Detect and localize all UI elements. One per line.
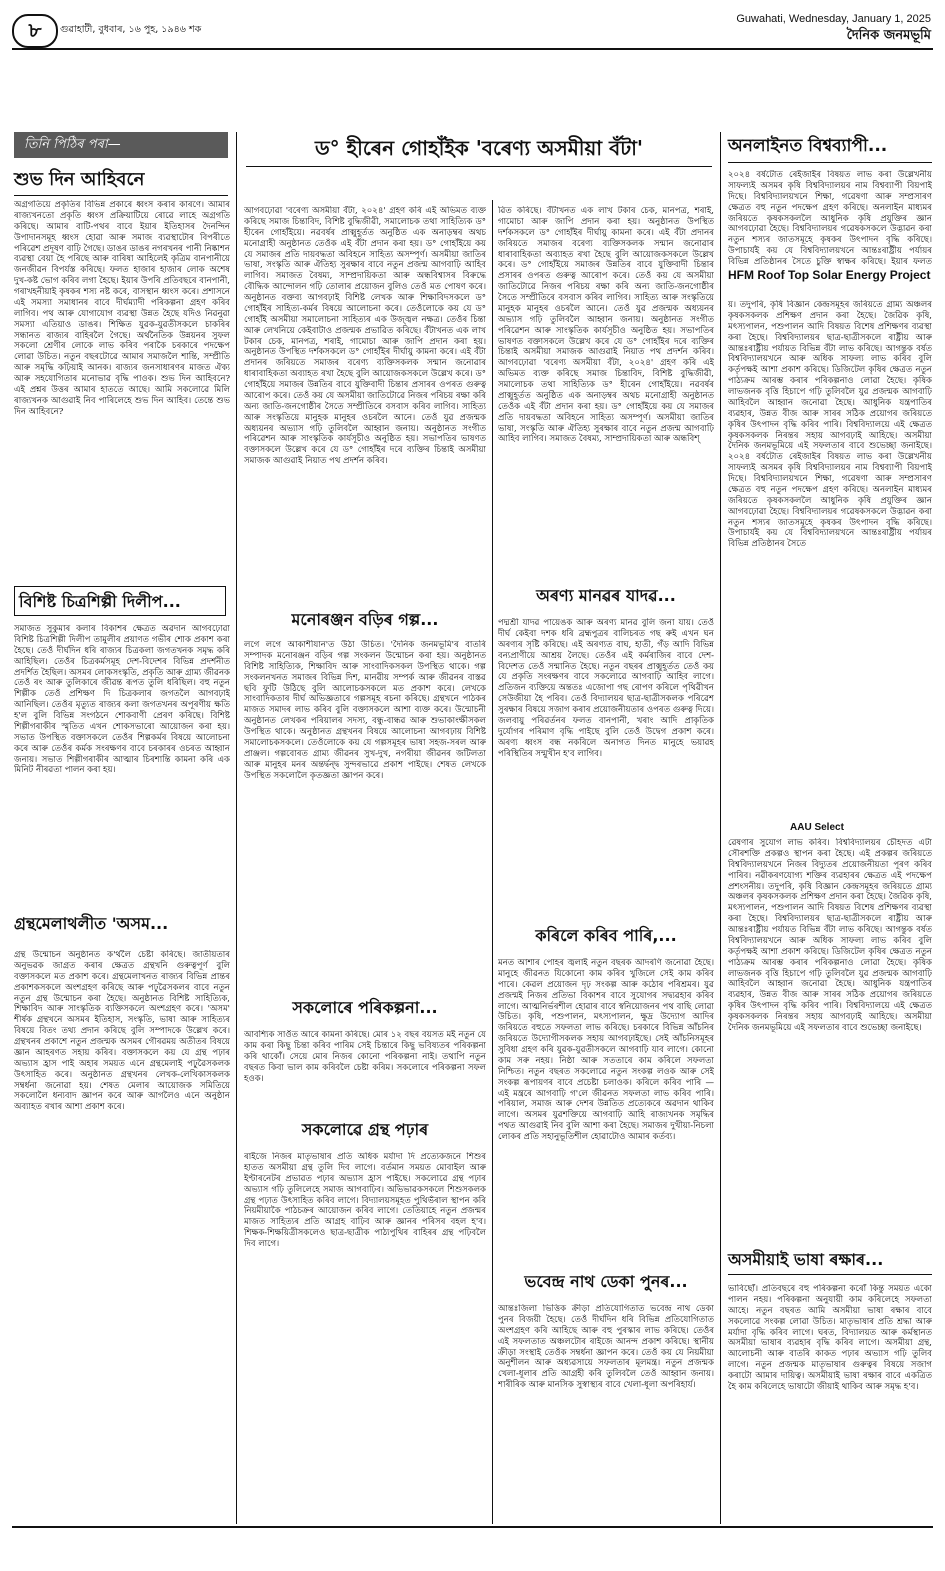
dateline-left: গুৱাহাটী, বুধবাৰ, ১৬ পুহ, ১৯৪৬ শক — [60, 24, 202, 35]
article-asamiyai: ভাবিছোঁ। প্ৰতিবছৰে বহু পৰিকল্পনা কৰোঁ কিন্তু সময়ত একো পালন নহয়। পৰিকল্পনা অনুযায়ী কাম কৰিলেহে সফলতা আহে। নতুন বছৰত আমি অসমীয়া ভাষা ৰক্ষাৰ বাবে সকলোৱে সংকল্প লোৱা উচিত। মাতৃভাষাৰ প্ৰতি শ্ৰদ্ধা আৰু মৰ্যাদা বৃদ্ধি কৰিব লাগে। ঘৰত, বিদ্যালয়ত আৰু কৰ্মস্থানত অসমীয়া ভাষাৰ ব্যৱহাৰ বৃদ্ধি কৰিব লাগে। অসমীয়া গ্ৰন্থ, আলোচনী আৰু বাতৰি কাকত পঢ়াৰ অভ্যাস গঢ়ি তুলিব লাগে। নতুন প্ৰজন্মক মাতৃভাষাৰ গুৰুত্বৰ বিষয়ে সজাগ কৰাটো আমাৰ দায়িত্ব। অসমীয়াই ভাষা ৰক্ষাৰ বাবে একত্ৰিত হৈ কাম কৰিলেহে ভাষাটো জীয়াই থাকিব আৰু সমৃদ্ধ হ'ব। — [728, 1284, 932, 1392]
headline-sakalore-granth: সকলোৱে গ্ৰন্থ পঢ়াৰ — [301, 1120, 429, 1139]
article-barenya-part2: ৱিত কৰিছে। বঁটাখনত এক লাখ টকাৰ চেক, মানপত্ৰ, শৰাই, গামোচা আৰু জাপি প্ৰদান কৰা হয়। অনুষ্ঠানত উপস্থিত দৰ্শকসকলে ড° গোহাঁইৰ দীৰ্ঘায়ু কামনা কৰে। এই বঁটা প্ৰদানৰ জৰিয়তে সমাজৰ বৰেণ্য ব্যক্তিসকলক সন্মান জনোৱাৰ ধাৰাবাহিকতা অব্যাহত ৰখা হৈছে বুলি আয়োজকসকলে উল্লেখ কৰে। ড° গোহাঁইয়ে সমাজৰ উন্নতিৰ বাবে যুক্তিবাদী চিন্তাৰ প্ৰসাৰৰ ওপৰত গুৰুত্ব আৰোপ কৰে। তেওঁ কয় যে অসমীয়া জাতিটোৱে নিজৰ পৰিচয় ৰক্ষা কৰি অন্য জাতি-জনগোষ্ঠীৰ সৈতে সম্প্ৰীতিৰে বসবাস কৰিব লাগিব। সাহিত্য আৰু সংস্কৃতিয়ে মানুহক মানুহৰ ওচৰলৈ আনে। তেওঁ যুৱ প্ৰজন্মক অধ্যয়নৰ অভ্যাস গঢ়ি তুলিবলৈ আহ্বান জনায়। অনুষ্ঠানত সংগীত পৰিৱেশন আৰু সাংস্কৃতিক কাৰ্যসূচীও অনুষ্ঠিত হয়। সভাপতিৰ ভাষণত বক্তাসকলে উল্লেখ কৰে যে ড° গোহাঁইৰ দৰে ব্যক্তিৰ চিন্তাই অসমীয়া সমাজক আগুৱাই নিয়াত পথ প্ৰদৰ্শন কৰিব। আগবঢ়োৱা 'বৰেণ্য অসমীয়া বঁটা, ২০২৪' গ্ৰহণ কৰি এই অভিমত ব্যক্ত কৰিছে সমাজ চিন্তাবিদ, বিশিষ্ট বুদ্ধিজীৱী, সমালোচক তথা সাহিত্যিক ড° হীৰেন গোহাঁইয়ে। নৱবৰ্ষৰ প্ৰাক্মুহূৰ্তত অনুষ্ঠিত এক অনাড়ম্বৰ অথচ মনোগ্ৰাহী অনুষ্ঠানত তেওঁক এই বঁটা প্ৰদান কৰা হয়। ড° গোহাঁইয়ে কয় যে সমাজৰ প্ৰতি দায়বদ্ধতা অবিহনে সাহিত্য অসম্পূৰ্ণ। অসমীয়া জাতিৰ ভাষা, সংস্কৃতি আৰু ঐতিহ্য সুৰক্ষাৰ বাবে নতুন প্ৰজন্ম আগবাঢ়ি আহিব লাগিব। সমাজত বৈষম্য, সাম্প্ৰদায়িকতা আৰু অন্ধবিশ্ — [498, 206, 714, 445]
column-divider-1 — [236, 132, 237, 1524]
article-sakalore-granth: ৰাইজে নিজৰ মাতৃভাষাৰ প্ৰতি অধিক মৰ্যাদা দি প্ৰত্যেকজনে শিশুৰ হাতত অসমীয়া গ্ৰন্থ তুলি দিব লাগে। বৰ্তমান সময়ত মোবাইল আৰু ইণ্টাৰনেটৰ প্ৰভাৱত পঢ়াৰ অভ্যাস হ্ৰাস পাইছে। সকলোৱে গ্ৰন্থ পঢ়াৰ অভ্যাস গঢ়ি তুলিলেহে সমাজ আগবাঢ়িব। অভিভাৱকসকলে শিশুসকলক গ্ৰন্থ পঢ়াত উৎসাহিত কৰিব লাগে। বিদ্যালয়সমূহত পুথিভঁৰাল স্থাপন কৰি নিয়মীয়াকৈ পাঠচক্ৰৰ আয়োজন কৰিব লাগে। তেতিয়াহে নতুন প্ৰজন্মৰ মাজত সাহিত্যৰ প্ৰতি আগ্ৰহ বাঢ়িব আৰু জ্ঞানৰ পৰিসৰ বহল হ'ব। শিক্ষক-শিক্ষয়িত্ৰীসকলেও ছাত্ৰ-ছাত্ৰীক পাঠ্যপুথিৰ বাহিৰৰ গ্ৰন্থ পঢ়িবলৈ দিব লাগে। — [244, 1152, 486, 1249]
headline-online: অনলাইনত বিশ্বব্যাপী... — [728, 136, 932, 163]
headline-shubha-din: শুভ দিন আহিবনে — [14, 168, 228, 196]
article-sakalore: আবশ্যিক সাওঁত আৰে কামনা কৰিছে। মোৰ ১২ বছৰ বয়সত মই নতুন যে কাম কৰা কিছু চিন্তা কৰিব পাৰিম সেই চিন্তাৰে কিছু ভবিষ্যতৰ পৰিকল্পনা কৰি থাকোঁ। সেয়ে মোৰ নিজৰ কোনো পৰিকল্পনা নাই। তথাপি নতুন বছৰত কিবা ভাল কাম কৰিবলৈ চেষ্টা কৰিম। সকলোৰে পৰিকল্পনা সফল হওক। — [244, 1030, 486, 1084]
column-divider-2 — [492, 200, 493, 1524]
article-granthamela: গ্ৰন্থ উন্মোচন অনুষ্ঠানত ক'ৰ্থলৈ চেষ্টা কৰিছে। জাতীয়তাৰ অনুভৱক জাগ্ৰত কৰাৰ ক্ষেত্ৰত গ্ৰন্থখনি গুৰুত্বপূৰ্ণ বুলি বক্তাসকলে মত প্ৰকাশ কৰে। গ্ৰন্থমেলাখনত ৰাজ্যৰ বিভিন্ন প্ৰান্তৰ প্ৰকাশকসকলে অংশগ্ৰহণ কৰিছে আৰু পঢ়ুৱৈসকলৰ বাবে নতুন নতুন গ্ৰন্থ উন্মোচন কৰা হৈছে। অনুষ্ঠানত বিশিষ্ট সাহিত্যিক, শিক্ষাবিদ আৰু সাংস্কৃতিক ব্যক্তিসকলে অংশগ্ৰহণ কৰে। 'অসম' শীৰ্ষক গ্ৰন্থখনে অসমৰ ইতিহাস, সংস্কৃতি, ভাষা আৰু সাহিত্যৰ বিষয়ে বিতং তথ্য প্ৰদান কৰিছে বুলি সম্পাদকে উল্লেখ কৰে। গ্ৰন্থখনৰ প্ৰকাশে নতুন প্ৰজন্মক অসমৰ গৌৰৱময় অতীতৰ বিষয়ে জ্ঞান আহৰণত সহায় কৰিব। বক্তাসকলে কয় যে গ্ৰন্থ পঢ়াৰ অভ্যাস হ্ৰাস পাই অহাৰ সময়ত এনে গ্ৰন্থমেলাই পঢ়ুৱৈসকলক উৎসাহিত কৰে। অনুষ্ঠানত গ্ৰন্থখনৰ লেখক-লেখিকাসকলক সম্বৰ্ধনা জনোৱা হয়। শেষত মেলাৰ আয়োজক সমিতিয়ে সকলোলৈ ধন্যবাদ জ্ঞাপন কৰে আৰু আগলৈও এনে অনুষ্ঠান অব্যাহত ৰখাৰ আশা প্ৰকাশ কৰে। — [14, 950, 230, 1113]
continued-tag: তিনি পিঠিৰ পৰা— — [14, 132, 228, 158]
bottom-rule — [12, 1526, 933, 1528]
article-manoranjan: লগে লগে আকাশীযান'ত উঠা উচিত। 'দৈনিক জনমভূমি'ৰ বাতৰি সম্পাদক মনোৰঞ্জন বড়িৰ গল্প সংকলন উন্মোচন কৰা হয়। অনুষ্ঠানত বিশিষ্ট সাহিত্যিক, শিক্ষাবিদ আৰু সাংবাদিকসকল উপস্থিত থাকে। গল্প সংকলনখনত সমাজৰ বিভিন্ন দিশ, মানৱীয় সম্পৰ্ক আৰু জীৱনৰ বাস্তৱ ছবি ফুটি উঠিছে বুলি আলোচকসকলে মত প্ৰকাশ কৰে। লেখকে সাংবাদিকতাৰ দীৰ্ঘ অভিজ্ঞতাৰে গল্পসমূহ ৰচনা কৰিছে। গ্ৰন্থখনে পাঠকৰ মাজত সমাদৰ লাভ কৰিব বুলি বক্তাসকলে আশা ব্যক্ত কৰে। উন্মোচনী অনুষ্ঠানত লেখকৰ পৰিয়ালৰ সদস্য, বন্ধু-বান্ধৱ আৰু শুভাকাংক্ষীসকল উপস্থিত থাকে। অনুষ্ঠানত গ্ৰন্থখনৰ বিষয়ে আলোচনা আগবঢ়ায় বিশিষ্ট সমালোচকসকলে। তেওঁলোকে কয় যে গল্পসমূহৰ ভাষা সহজ-সৰল আৰু প্ৰাঞ্জল। গল্পবোৰত গ্ৰাম্য জীৱনৰ সুখ-দুখ, নগৰীয়া জীৱনৰ জটিলতা আৰু মানুহৰ মনৰ অন্তৰ্দ্বন্দ্ব সুন্দৰভাৱে প্ৰকাশ পাইছে। শেষত লেখকে উপস্থিত সকলোলৈ কৃতজ্ঞতা জ্ঞাপন কৰে। — [244, 640, 486, 781]
article-karile: মনত আশাৰ পোহৰ জ্বলাই নতুন বছৰক আদৰণি জনোৱা হৈছে। মানুহে জীৱনত যিকোনো কাম কৰিব খুজিলে সেই কাম কৰিব পাৰে। কেৱল প্ৰয়োজন দৃঢ় সংকল্প আৰু কঠোৰ পৰিশ্ৰমৰ। যুৱ প্ৰজন্মই নিজৰ প্ৰতিভা বিকাশৰ বাবে সুযোগৰ সদ্ব্যৱহাৰ কৰিব লাগে। আত্মনিৰ্ভৰশীল হোৱাৰ বাবে স্বনিয়োজনৰ পথ বাছি লোৱা উচিত। কৃষি, পশুপালন, মৎস্যপালন, ক্ষুদ্ৰ উদ্যোগ আদিৰ জৰিয়তে বহুতে সফলতা লাভ কৰিছে। চৰকাৰে বিভিন্ন আঁচনিৰ জৰিয়তে উদ্যোগীসকলক সহায় আগবঢ়াইছে। সেই আঁচনিসমূহৰ সুবিধা গ্ৰহণ কৰি যুৱক-যুৱতীসকলে আগবাঢ়ি যাব লাগে। কোনো কাম সৰু নহয়। নিষ্ঠা আৰু সততাৰে কাম কৰিলে সফলতা নিশ্চিত। নতুন বছৰত সকলোৱে নতুন সংকল্প লওক আৰু সেই সংকল্প ৰূপায়ণৰ বাবে প্ৰচেষ্টা চলাওক। কৰিলে কৰিব পাৰি — এই মন্ত্ৰৰে আগবাঢ়ি গ'লে জীৱনত সফলতা লাভ কৰিব পাৰি। পৰিয়াল, সমাজ আৰু দেশৰ উন্নতিত প্ৰত্যেকৰে অৱদান থাকিব লাগে। অসমৰ যুৱশক্তিয়ে আগবাঢ়ি আহি ৰাজ্যখনক সমৃদ্ধিৰ পথত আগুৱাই নিব বুলি আশা কৰা হৈছে। সমাজৰ দুখীয়া-নিচলা লোকৰ প্ৰতি সহানুভূতিশীল হোৱাটোও আমাৰ কৰ্তব্য। — [498, 958, 714, 1142]
article-aranya: পদ্মশ্ৰী যাদৱ পায়েঙক আৰু অৰণ্য মানৱ বুলি জনা যায়। তেওঁ দীৰ্ঘ কেইবা দশক ধৰি ব্ৰহ্মপুত্ৰৰ বালিচৰত গছ ৰুই এখন ঘন অৰণ্যৰ সৃষ্টি কৰিছে। এই অৰণ্যত বাঘ, হাতী, গঁড় আদি বিভিন্ন বন্যপ্ৰাণীয়ে আশ্ৰয় লৈছে। তেওঁৰ এই কৰ্মৰাজিৰ বাবে দেশ-বিদেশত তেওঁ সন্মানিত হৈছে। নতুন বছৰৰ প্ৰাক্মুহূৰ্তত তেওঁ কয় যে প্ৰকৃতি সংৰক্ষণৰ বাবে সকলোৱে আগবাঢ়ি আহিব লাগে। প্ৰতিজন ব্যক্তিয়ে অন্ততঃ এজোপা গছ ৰোপণ কৰিলে পৃথিৱীখন সেউজীয়া হৈ পৰিব। তেওঁ বিদ্যালয়ৰ ছাত্ৰ-ছাত্ৰীসকলক পৰিৱেশ সুৰক্ষাৰ বিষয়ে সজাগ কৰাৰ প্ৰয়োজনীয়তাৰ ওপৰত গুৰুত্ব দিয়ে। জলবায়ু পৰিৱৰ্তনৰ ফলত বানপানী, খৰাং আদি প্ৰাকৃতিক দুৰ্যোগৰ পৰিমাণ বৃদ্ধি পাইছে বুলি তেওঁ উদ্বেগ প্ৰকাশ কৰে। অৰণ্য ধ্বংস বন্ধ নকৰিলে অনাগত দিনত মানুহে ভয়াৱহ পৰিস্থিতিৰ সন্মুখীন হ'ব লাগিব। — [498, 618, 714, 759]
headline-karile: কৰিলে কৰিব পাৰি,... — [535, 926, 677, 945]
paper-name: দৈনিক জনমভূমি — [846, 28, 931, 43]
article-shubha-din: অগ্ৰগতিয়ে প্ৰকৃতিৰ বিভিন্ন প্ৰকাৰে ধ্বংস কৰাৰ কাৰণে। আমাৰ ৰাজ্যখনতো প্ৰকৃতি ধ্বংস প্ৰক্ৰিয়াটিয়ে ৰোৱে লাহে অগ্ৰগতি কৰিছে। আমাৰ বাটি-পথৰ বাবে ইয়াৰ ইতিহাসৰ দৈনন্দিন উপাদানসমূহ ধ্বংস হোৱা আৰু সমাজ ব্যৱস্থাটোৰ বিপৰীতে পৰিৱেশ প্ৰদূষণ বাঢ়ি গৈছে। ডাঙৰ ডাঙৰ নগৰখনৰ পানী নিষ্কাশন ব্যৱস্থা বেয়া হৈ পৰিছে আৰু বাৰিষা আহিলেই কৃত্ৰিম বানপানীয়ে জনজীৱন বিপৰ্যস্ত কৰিছে। ফলত হাজাৰ হাজাৰ লোক অশেষ দুখ-কষ্ট ভোগ কৰিব লগা হৈছে। ইয়াৰ উপৰি প্ৰতিবছৰে বানপানী, গৰাখহনীয়াই কৃষকৰ শস্য নষ্ট কৰে, বাসস্থান ধ্বংস কৰে। প্ৰশাসনে এই সমস্যা সমাধানৰ বাবে দীৰ্ঘম্যাদী পৰিকল্পনা গ্ৰহণ কৰিব লাগিব। পথ আৰু যোগাযোগ ব্যৱস্থা উন্নত হৈছে যদিও নিৱনুৱা সমস্যা এতিয়াও ডাঙৰ। শিক্ষিত যুৱক-যুৱতীসকলে চাকৰিৰ সন্ধানত ৰাজ্যৰ বাহিৰলৈ গৈছে। অৰ্থনৈতিক উন্নয়নৰ সুফল সকলো শ্ৰেণীৰ লোকে লাভ কৰিব পৰাকৈ চৰকাৰে পদক্ষেপ লোৱা উচিত। নতুন বছৰটোৱে আমাৰ সমাজলৈ শান্তি, সম্প্ৰীতি আৰু সমৃদ্ধি কঢ়িয়াই আনক। ৰাজ্যৰ জনসাধাৰণৰ মাজত ঐক্য আৰু সহযোগিতাৰ মনোভাৱ বৃদ্ধি পাওক। শুভ দিন আহিবনে? এই প্ৰশ্নৰ উত্তৰ আমাৰ হাততে আছে। আমি সকলোৱে মিলি ৰাজ্যখনক আগুৱাই নিব পাৰিলেহে শুভ দিন আহিব। তেন্তে শুভ দিন আহিবনে? — [14, 200, 230, 417]
headline-dilip: বিশিষ্ট চিত্ৰশিল্পী দিলীপ... — [14, 586, 226, 616]
headline-aranya: অৰণ্য মানৱৰ যাদৱ... — [536, 586, 676, 605]
article-dilip: সমাজত সুকুমাৰ কলাৰ বিকাশৰ ক্ষেত্ৰত অৱদান আগবঢ়োৱা বিশিষ্ট চিত্ৰশিল্পী দিলীপ তামুলীৰ প্ৰয়াণত গভীৰ শোক প্ৰকাশ কৰা হৈছে। তেওঁ দীৰ্ঘদিন ধৰি ৰাজ্যৰ চিত্ৰকলা জগতখনক সমৃদ্ধ কৰি আহিছিল। তেওঁৰ চিত্ৰকৰ্মসমূহ দেশ-বিদেশৰ বিভিন্ন প্ৰদৰ্শনীত প্ৰদৰ্শিত হৈছিল। অসমৰ লোকসংস্কৃতি, প্ৰকৃতি আৰু গ্ৰাম্য জীৱনক তেওঁ ৰং আৰু তুলিকাৰে জীৱন্ত ৰূপত তুলি ধৰিছিল। বহু নতুন শিল্পীক তেওঁ প্ৰশিক্ষণ দি চিত্ৰকলাৰ জগতলৈ আগবঢ়াই আনিছিল। তেওঁৰ মৃত্যুত ৰাজ্যৰ কলা জগতখনৰ অপূৰণীয় ক্ষতি হ'ল বুলি বিভিন্ন সংগঠনে শোকবাণী প্ৰেৰণ কৰিছে। বিশিষ্ট শিল্পীগৰাকীৰ স্মৃতিত এখন শোকসভাৰো আয়োজন কৰা হয়। সভাত উপস্থিত বক্তাসকলে তেওঁৰ শিল্পকৰ্মৰ বিষয়ে আলোচনা কৰে আৰু তেওঁৰ কৰ্মক সংৰক্ষণৰ বাবে চৰকাৰৰ ওচৰত আহ্বান জনায়। সভাত শিল্পীগৰাকীৰ আত্মাৰ চিৰশান্তি কামনা কৰি এক মিনিট নীৰৱতা পালন কৰা হয়। — [14, 624, 230, 776]
column-divider-3 — [720, 132, 721, 1524]
headline-bhabendra: ভবেন্দ্ৰ নাথ ডেকা পুনৰ... — [524, 1272, 688, 1291]
dateline-right: Guwahati, Wednesday, January 1, 2025 — [736, 13, 931, 25]
headline-sakalore: সকলোৰে পৰিকল্পনা... — [292, 998, 438, 1017]
article-online-part1: ২০২৪ বৰ্ষটোত ৰেইজাইৰ বিষয়ত লাভ কৰা উল্লেখনীয় সাফল্যই অসমৰ কৃষি বিশ্ববিদ্যালয়ৰ নাম বিশ্বব্যাপী বিয়পাই দিছে। বিশ্ববিদ্যালয়খনে শিক্ষা, গৱেষণা আৰু সম্প্ৰসাৰণ ক্ষেত্ৰত বহু নতুন পদক্ষেপ গ্ৰহণ কৰিছে। অনলাইন মাধ্যমৰ জৰিয়তে কৃষকসকললৈ আধুনিক কৃষি প্ৰযুক্তিৰ জ্ঞান আগবঢ়োৱা হৈছে। বিশ্ববিদ্যালয়ৰ গৱেষকসকলে উদ্ভাৱন কৰা নতুন শস্যৰ জাতসমূহে কৃষকৰ উৎপাদন বৃদ্ধি কৰিছে। উপাচাৰ্যই কয় যে বিশ্ববিদ্যালয়খনে আন্তঃৰাষ্ট্ৰীয় পৰ্যায়ৰ বিভিন্ন প্ৰতিষ্ঠানৰ সৈতে চুক্তি স্বাক্ষৰ কৰিছে। ইয়াৰ ফলত — [728, 170, 932, 266]
masthead-rule — [12, 48, 933, 50]
headline-asamiyai: অসমীয়াই ভাষা ৰক্ষাৰ... — [728, 1250, 932, 1275]
headline-granthamela: গ্ৰন্থমেলাথলীত 'অসম... — [14, 914, 169, 933]
article-barenya-part1: আগবঢ়োৱা 'বৰেণ্য অসমীয়া বঁটা, ২০২৪' গ্ৰহণ কৰি এই অভিমত ব্যক্ত কৰিছে সমাজ চিন্তাবিদ, বিশিষ্ট বুদ্ধিজীৱী, সমালোচক তথা সাহিত্যিক ড° হীৰেন গোহাঁইয়ে। নৱবৰ্ষৰ প্ৰাক্মুহূৰ্তত অনুষ্ঠিত এক অনাড়ম্বৰ অথচ মনোগ্ৰাহী অনুষ্ঠানত তেওঁক এই বঁটা প্ৰদান কৰা হয়। ড° গোহাঁইয়ে কয় যে সমাজৰ প্ৰতি দায়বদ্ধতা অবিহনে সাহিত্য অসম্পূৰ্ণ। অসমীয়া জাতিৰ ভাষা, সংস্কৃতি আৰু ঐতিহ্য সুৰক্ষাৰ বাবে নতুন প্ৰজন্ম আগবাঢ়ি আহিব লাগিব। সমাজত বৈষম্য, সাম্প্ৰদায়িকতা আৰু অন্ধবিশ্বাসৰ বিৰুদ্ধে বৌদ্ধিক আন্দোলন গঢ়ি তোলাৰ প্ৰয়োজন বুলিও তেওঁ মত পোষণ কৰে। অনুষ্ঠানত বক্তব্য আগবঢ়াই বিশিষ্ট লেখক আৰু শিক্ষাবিদসকলে ড° গোহাঁইৰ সাহিত্য-কৰ্মৰ বিষয়ে আলোচনা কৰে। তেওঁলোকে কয় যে ড° গোহাঁই অসমীয়া সমালোচনা সাহিত্যৰ এক উজ্জ্বল নক্ষত্ৰ। তেওঁৰ চিন্তা আৰু লেখনিয়ে কেইবাটাও প্ৰজন্মক প্ৰভাৱিত কৰিছে। বঁটাখনত এক লাখ টকাৰ চেক, মানপত্ৰ, শৰাই, গামোচা আৰু জাপি প্ৰদান কৰা হয়। অনুষ্ঠানত উপস্থিত দৰ্শকসকলে ড° গোহাঁইৰ দীৰ্ঘায়ু কামনা কৰে। এই বঁটা প্ৰদানৰ জৰিয়তে সমাজৰ বৰেণ্য ব্যক্তিসকলক সন্মান জনোৱাৰ ধাৰাবাহিকতা অব্যাহত ৰখা হৈছে বুলি আয়োজকসকলে উল্লেখ কৰে। ড° গোহাঁইয়ে সমাজৰ উন্নতিৰ বাবে যুক্তিবাদী চিন্তাৰ প্ৰসাৰৰ ওপৰত গুৰুত্ব আৰোপ কৰে। তেওঁ কয় যে অসমীয়া জাতিটোৱে নিজৰ পৰিচয় ৰক্ষা কৰি অন্য জাতি-জনগোষ্ঠীৰ সৈতে সম্প্ৰীতিৰে বসবাস কৰিব লাগিব। সাহিত্য আৰু সংস্কৃতিয়ে মানুহক মানুহৰ ওচৰলৈ আনে। তেওঁ যুৱ প্ৰজন্মক অধ্যয়নৰ অভ্যাস গঢ়ি তুলিবলৈ আহ্বান জনায়। অনুষ্ঠানত সংগীত পৰিৱেশন আৰু সাংস্কৃতিক কাৰ্যসূচীও অনুষ্ঠিত হয়। সভাপতিৰ ভাষণত বক্তাসকলে উল্লেখ কৰে যে ড° গোহাঁইৰ দৰে ব্যক্তিৰ চিন্তাই অসমীয়া সমাজক আগুৱাই নিয়াত পথ প্ৰদৰ্শন কৰিব। — [244, 206, 486, 467]
headline-barenya: ড° হীৰেন গোহাঁইক 'বৰেণ্য অসমীয়া বঁটা' — [246, 134, 712, 167]
page-number: ৮ — [12, 14, 58, 48]
article-online-part2: য়। তদুপৰি, কৃষি বিজ্ঞান কেন্দ্ৰসমূহৰ জৰিয়তে গ্ৰাম্য অঞ্চলৰ কৃষকসকলক প্ৰশিক্ষণ প্ৰদান কৰা হৈছে। জৈৱিক কৃষি, মৎস্যপালন, পশুপালন আদি বিষয়ত বিশেষ প্ৰশিক্ষণৰ ব্যৱস্থা কৰা হৈছে। বিশ্ববিদ্যালয়ৰ ছাত্ৰ-ছাত্ৰীসকলে ৰাষ্ট্ৰীয় আৰু আন্তঃৰাষ্ট্ৰীয় পৰ্যায়ত বিভিন্ন বঁটা লাভ কৰিছে। আগন্তুক বৰ্ষত বিশ্ববিদ্যালয়খনে আৰু অধিক সাফল্য লাভ কৰিব বুলি কৰ্তৃপক্ষই আশা প্ৰকাশ কৰিছে। ডিজিটেল কৃষিৰ ক্ষেত্ৰত নতুন পাঠ্যক্ৰম আৰম্ভ কৰাৰ পৰিকল্পনাও লোৱা হৈছে। কৃষিক লাভজনক বৃত্তি হিচাপে গঢ়ি তুলিবলৈ যুৱ প্ৰজন্মক আগবাঢ়ি আহিবলৈ আহ্বান জনোৱা হৈছে। আধুনিক যন্ত্ৰপাতিৰ ব্যৱহাৰ, উন্নত বীজ আৰু সাৰৰ সঠিক প্ৰয়োগৰ জৰিয়তে কৃষিৰ উৎপাদন বৃদ্ধি কৰিব পাৰি। বিশ্ববিদ্যালয়ে এই ক্ষেত্ৰত কৃষকসকলক নিৰন্তৰ সহায় আগবঢ়াই আহিছে। অসমীয়া দৈনিক জনমভূমিয়ে এই সফলতাৰ বাবে শুভেচ্ছা জনাইছে। ২০২৪ বৰ্ষটোত ৰেইজাইৰ বিষয়ত লাভ কৰা উল্লেখনীয় সাফল্যই অসমৰ কৃষি বিশ্ববিদ্যালয়ৰ নাম বিশ্বব্যাপী বিয়পাই দিছে। বিশ্ববিদ্যালয়খনে শিক্ষা, গৱেষণা আৰু সম্প্ৰসাৰণ ক্ষেত্ৰত বহু নতুন পদক্ষেপ গ্ৰহণ কৰিছে। অনলাইন মাধ্যমৰ জৰিয়তে কৃষকসকললৈ আধুনিক কৃষি প্ৰযুক্তিৰ জ্ঞান আগবঢ়োৱা হৈছে। বিশ্ববিদ্যালয়ৰ গৱেষকসকলে উদ্ভাৱন কৰা নতুন শস্যৰ জাতসমূহে কৃষকৰ উৎপাদন বৃদ্ধি কৰিছে। উপাচাৰ্যই কয় যে বিশ্ববিদ্যালয়খনে আন্তঃৰাষ্ট্ৰীয় পৰ্যায়ৰ বিভিন্ন প্ৰতিষ্ঠানৰ সৈতে — [728, 300, 932, 550]
article-online-part3: ৱেষণাৰ সুযোগ লাভ কৰিব। বিশ্ববিদ্যালয়ৰ চৌহদত এটা সৌৰশক্তি প্ৰকল্পও স্থাপন কৰা হৈছে। এই প্ৰকল্পৰ জৰিয়তে বিশ্ববিদ্যালয়খনে নিজৰ বিদ্যুতৰ প্ৰয়োজনীয়তা পূৰণ কৰিব পাৰিব। নৱীকৰণযোগ্য শক্তিৰ ব্যৱহাৰৰ ক্ষেত্ৰত এই পদক্ষেপ প্ৰশংসনীয়। তদুপৰি, কৃষি বিজ্ঞান কেন্দ্ৰসমূহৰ জৰিয়তে গ্ৰাম্য অঞ্চলৰ কৃষকসকলক প্ৰশিক্ষণ প্ৰদান কৰা হৈছে। জৈৱিক কৃষি, মৎস্যপালন, পশুপালন আদি বিষয়ত বিশেষ প্ৰশিক্ষণৰ ব্যৱস্থা কৰা হৈছে। বিশ্ববিদ্যালয়ৰ ছাত্ৰ-ছাত্ৰীসকলে ৰাষ্ট্ৰীয় আৰু আন্তঃৰাষ্ট্ৰীয় পৰ্যায়ত বিভিন্ন বঁটা লাভ কৰিছে। আগন্তুক বৰ্ষত বিশ্ববিদ্যালয়খনে আৰু অধিক সাফল্য লাভ কৰিব বুলি কৰ্তৃপক্ষই আশা প্ৰকাশ কৰিছে। ডিজিটেল কৃষিৰ ক্ষেত্ৰত নতুন পাঠ্যক্ৰম আৰম্ভ কৰাৰ পৰিকল্পনাও লোৱা হৈছে। কৃষিক লাভজনক বৃত্তি হিচাপে গঢ়ি তুলিবলৈ যুৱ প্ৰজন্মক আগবাঢ়ি আহিবলৈ আহ্বান জনোৱা হৈছে। আধুনিক যন্ত্ৰপাতিৰ ব্যৱহাৰ, উন্নত বীজ আৰু সাৰৰ সঠিক প্ৰয়োগৰ জৰিয়তে কৃষিৰ উৎপাদন বৃদ্ধি কৰিব পাৰি। বিশ্ববিদ্যালয়ে এই ক্ষেত্ৰত কৃষকসকলক নিৰন্তৰ সহায় আগবঢ়াই আহিছে। অসমীয়া দৈনিক জনমভূমিয়ে এই সফলতাৰ বাবে শুভেচ্ছা জনাইছে। — [728, 838, 932, 1033]
online-english-line: HFM Roof Top Solar Energy Project — [728, 268, 931, 282]
article-bhabendra: আন্তঃজিলা ভিত্তিক ক্ৰীড়া প্ৰতিযোগিতাত ভবেন্দ্ৰ নাথ ডেকা পুনৰ বিজয়ী হৈছে। তেওঁ দীৰ্ঘদিন ধৰি বিভিন্ন প্ৰতিযোগিতাত অংশগ্ৰহণ কৰি আহিছে আৰু বহু পুৰস্কাৰ লাভ কৰিছে। তেওঁৰ এই সফলতাত অঞ্চলটোৰ ৰাইজে আনন্দ প্ৰকাশ কৰিছে। স্থানীয় ক্ৰীড়া সংস্থাই তেওঁক সম্বৰ্ধনা জ্ঞাপন কৰে। তেওঁ কয় যে নিয়মীয়া অনুশীলন আৰু অধ্যৱসায়ে সফলতাৰ মূলমন্ত্ৰ। নতুন প্ৰজন্মক খেলা-ধূলাৰ প্ৰতি আগ্ৰহী কৰি তুলিবলৈ তেওঁ আহ্বান জনায়। শাৰীৰিক আৰু মানসিক সুস্বাস্থ্যৰ বাবে খেলা-ধূলা অপৰিহাৰ্য। — [498, 1304, 714, 1391]
online-english-inline: AAU Select — [790, 822, 844, 833]
headline-manoranjan: মনোৰঞ্জন বড়িৰ গল্প... — [291, 610, 439, 629]
